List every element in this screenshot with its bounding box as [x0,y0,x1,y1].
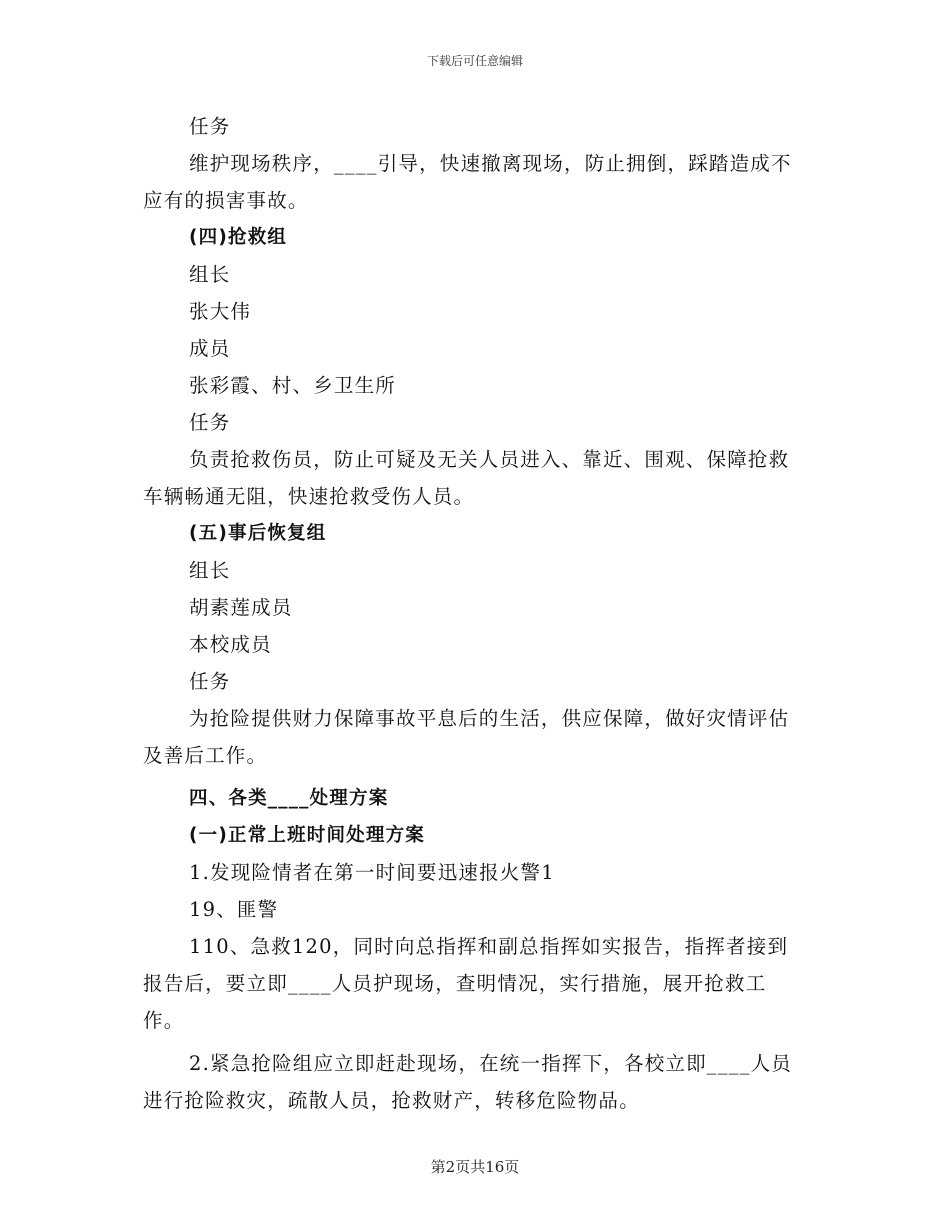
paragraph: 为抢险提供财力保障事故平息后的生活，供应保障，做好灾情评估及善后工作。 [143,707,790,767]
paragraph: 负责抢救伤员，防止可疑及无关人员进入、靠近、围观、保障抢救车辆畅通无阻，快速抢救受伤人员。 [143,448,790,508]
page-header: 下载后可任意编辑 [426,54,523,68]
paragraph: 本校成员 [189,633,272,656]
paragraph: 19、匪警 [189,898,279,921]
section-heading: (五)事后恢复组 [189,523,327,544]
paragraph: 胡素莲成员 [189,596,293,619]
paragraph: 任务 [189,670,231,693]
section-heading: (一)正常上班时间处理方案 [189,825,426,846]
section-heading: 四、各类____处理方案 [189,788,389,809]
page-footer: 第2页共16页 [430,1158,520,1176]
paragraph: 110、急救120，同时向总指挥和副总指挥如实报告，指挥者接到报告后，要立即____人员护现场，查明情况，实行措施，展开抢救工作。 [143,935,789,1032]
paragraph: 维护现场秩序，____引导，快速撤离现场，防止拥倒，踩踏造成不应有的损害事故。 [143,152,792,212]
paragraph: 张大伟 [189,300,252,323]
paragraph: 组长 [189,559,231,582]
paragraph: 成员 [189,337,231,360]
paragraph: 组长 [189,263,231,286]
paragraph: 张彩霞、村、乡卫生所 [189,374,397,397]
document-body [143,108,798,1119]
paragraph: 2.紧急抢险组应立即赶赴现场，在统一指挥下，各校立即____人员进行抢险救灾，疏散人员，抢救财产，转移危险物品。 [143,1052,793,1112]
paragraph: 任务 [189,411,231,434]
paragraph: 任务 [189,115,231,138]
paragraph: 1.发现险情者在第一时间要迅速报火警1 [189,861,555,884]
section-heading: (四)抢救组 [189,227,288,248]
